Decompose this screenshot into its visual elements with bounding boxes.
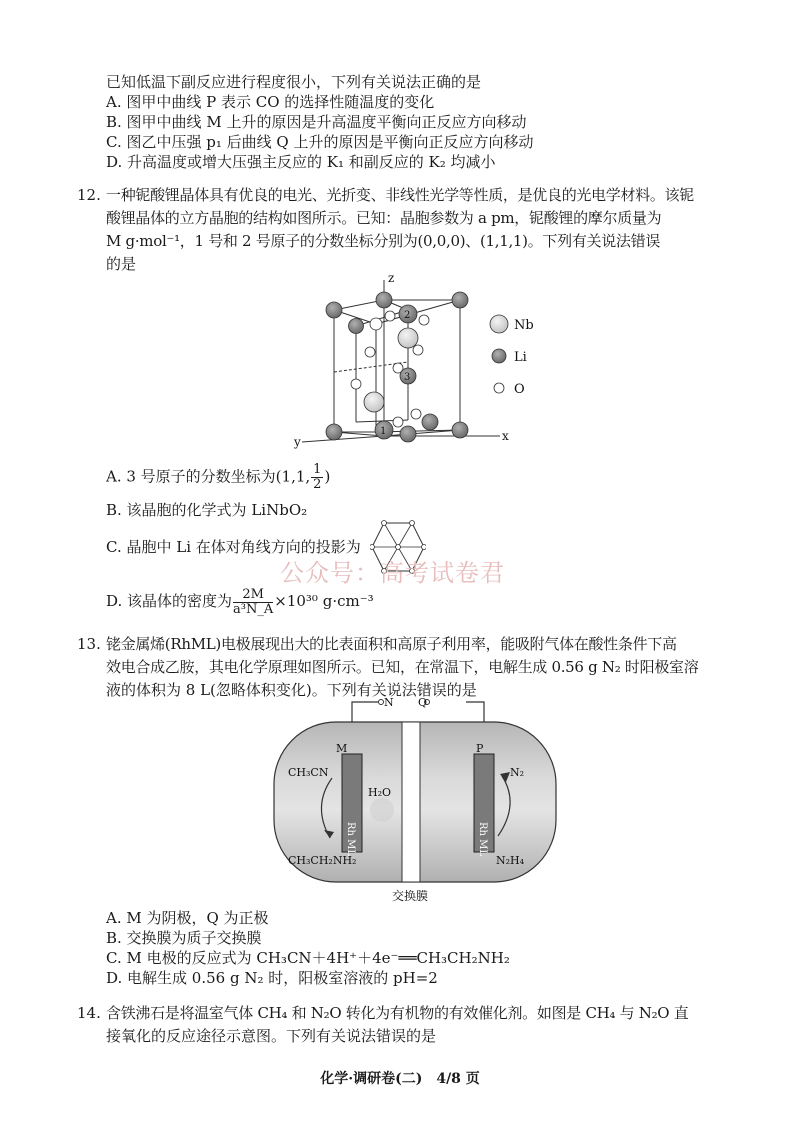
density-fraction xyxy=(233,588,273,617)
q13-option-d[interactable]: D. 电解生成 0.56 g N₂ 时，阳极室溶液的 pH=2 xyxy=(106,969,438,987)
water-label: H₂O xyxy=(368,786,392,799)
li-atom xyxy=(422,414,438,430)
li-atom xyxy=(349,319,364,334)
q12-option-a-close: ) xyxy=(324,467,331,486)
terminal-q-label: Q xyxy=(418,696,428,709)
exchange-membrane xyxy=(402,722,420,882)
q12-stem-line-3: M g·mol⁻¹，1 号和 2 号原子的分数坐标分别为(0,0,0)、(1,1,1)。下列有关说法错误 xyxy=(106,232,661,250)
electrolysis-cell-diagram xyxy=(270,694,560,906)
li-atom xyxy=(452,422,468,438)
q12-option-b[interactable]: B. 该晶胞的化学式为 LiNbO₂ xyxy=(106,501,308,519)
electrode-p-label: P xyxy=(476,742,484,755)
q12-option-a[interactable] xyxy=(106,463,330,492)
q13-number: 13. xyxy=(77,635,101,653)
q14-number: 14. xyxy=(77,1004,101,1022)
nb-atom xyxy=(398,328,418,348)
reactant-ch3cn: CH₃CN xyxy=(288,766,329,779)
y-axis-label: y xyxy=(294,435,301,449)
o-atom xyxy=(393,417,403,427)
q13-stem-line-1: 铑金属烯(RhML)电极展现出大的比表面积和高原子利用率，能吸附气体在酸性条件下高 xyxy=(106,635,677,653)
q13-stem-line-2: 效电合成乙胺，其电化学原理如图所示。已知，在常温下，电解生成 0.56 g N₂ 时阳极室溶 xyxy=(106,658,699,676)
q12-option-d-text: D. 该晶体的密度为 xyxy=(106,592,233,610)
o-atom xyxy=(413,345,423,355)
atom-label-1: 1 xyxy=(380,426,387,437)
density-denominator: a³N_A xyxy=(233,601,274,617)
watermark: 公众号：高考试卷君 xyxy=(280,559,505,587)
li-atom xyxy=(452,292,468,308)
o-atom xyxy=(365,347,375,357)
z-axis-label: z xyxy=(388,272,395,285)
legend-o-label: O xyxy=(514,382,525,397)
terminal-n-label: N xyxy=(384,696,394,709)
o-atom xyxy=(351,379,361,389)
o-atom xyxy=(370,318,382,330)
fraction-one-half xyxy=(311,463,323,492)
product-n2: N₂ xyxy=(510,766,525,779)
crystal-cell-diagram xyxy=(290,272,550,452)
electrode-p-text: Rh ML xyxy=(477,822,488,857)
q12-option-a-text: A. 3 号原子的分数坐标为(1,1, xyxy=(106,467,311,486)
q13-stem-line-3: 液的体积为 8 L(忽略体积变化)。下列有关说法错误的是 xyxy=(106,681,477,699)
li-atom xyxy=(326,302,342,318)
o-atom xyxy=(419,315,429,325)
legend-nb-label: Nb xyxy=(514,318,534,333)
electrode-m-text: Rh ML xyxy=(345,822,356,857)
membrane-caption: 交换膜 xyxy=(392,889,429,903)
q11-option-c[interactable]: C. 图乙中压强 p₁ 后曲线 Q 上升的原因是平衡向正反应方向移动 xyxy=(106,133,534,151)
o-atom xyxy=(385,311,395,321)
q11-option-b[interactable]: B. 图甲中曲线 M 上升的原因是升高温度平衡向正反应方向移动 xyxy=(106,113,527,131)
q12-option-c[interactable]: C. 晶胞中 Li 在体对角线方向的投影为 xyxy=(106,538,361,556)
legend-li-label: Li xyxy=(514,350,527,365)
product-ethylamine: CH₃CH₂NH₂ xyxy=(288,854,357,867)
q13-option-b[interactable]: B. 交换膜为质子交换膜 xyxy=(106,929,262,947)
terminal-n xyxy=(379,700,384,705)
question-intro: 已知低温下副反应进行程度很小，下列有关说法正确的是 xyxy=(106,73,482,91)
density-numerator: 2M xyxy=(233,588,273,603)
li-atom xyxy=(326,424,342,440)
reactant-n2h4: N₂H₄ xyxy=(496,854,525,867)
nb-atom xyxy=(364,392,384,412)
q14-stem-line-1: 含铁沸石是将温室气体 CH₄ 和 N₂O 转化为有机物的有效催化剂。如图是 CH₄ 与 N₂O 直 xyxy=(106,1004,689,1022)
q13-option-a[interactable]: A. M 为阴极，Q 为正极 xyxy=(106,909,269,927)
electrode-m-label: M xyxy=(336,742,348,755)
q12-stem-line-2: 酸锂晶体的立方晶胞的结构如图所示。已知：晶胞参数为 a pm，铌酸锂的摩尔质量为 xyxy=(106,209,662,227)
fraction-numerator: 1 xyxy=(313,462,322,477)
q14-stem-line-2: 接氧化的反应途径示意图。下列有关说法错误的是 xyxy=(106,1027,437,1045)
q12-option-d-unit: ×10³⁰ g·cm⁻³ xyxy=(274,592,374,610)
li-atom xyxy=(376,292,392,308)
page-footer: 化学·调研卷(二) 4/8 页 xyxy=(320,1071,480,1087)
o-atom xyxy=(411,409,421,419)
y-axis xyxy=(302,436,384,442)
legend-nb-marker xyxy=(490,315,508,333)
q12-stem-line-1: 一种铌酸锂晶体具有优良的电光、光折变、非线性光学等性质，是优良的光电学材料。该铌 xyxy=(106,186,695,204)
q12-option-d[interactable] xyxy=(106,584,374,618)
legend-o-marker xyxy=(494,383,504,393)
atom-label-2: 2 xyxy=(404,310,411,321)
fraction-denominator: 2 xyxy=(313,477,322,492)
q11-option-a[interactable]: A. 图甲中曲线 P 表示 CO 的选择性随温度的变化 xyxy=(106,93,435,111)
q12-stem-line-4: 的是 xyxy=(106,255,137,273)
legend-li-marker xyxy=(492,349,506,363)
q11-option-d[interactable]: D. 升高温度或增大压强主反应的 K₁ 和副反应的 K₂ 均减小 xyxy=(106,153,496,171)
q12-number: 12. xyxy=(77,186,101,204)
q13-option-c[interactable]: C. M 电极的反应式为 CH₃CN＋4H⁺＋4e⁻══CH₃CH₂NH₂ xyxy=(106,949,510,967)
li-atom xyxy=(400,426,416,442)
x-axis-label: x xyxy=(502,429,509,443)
atom-label-3: 3 xyxy=(404,372,411,383)
